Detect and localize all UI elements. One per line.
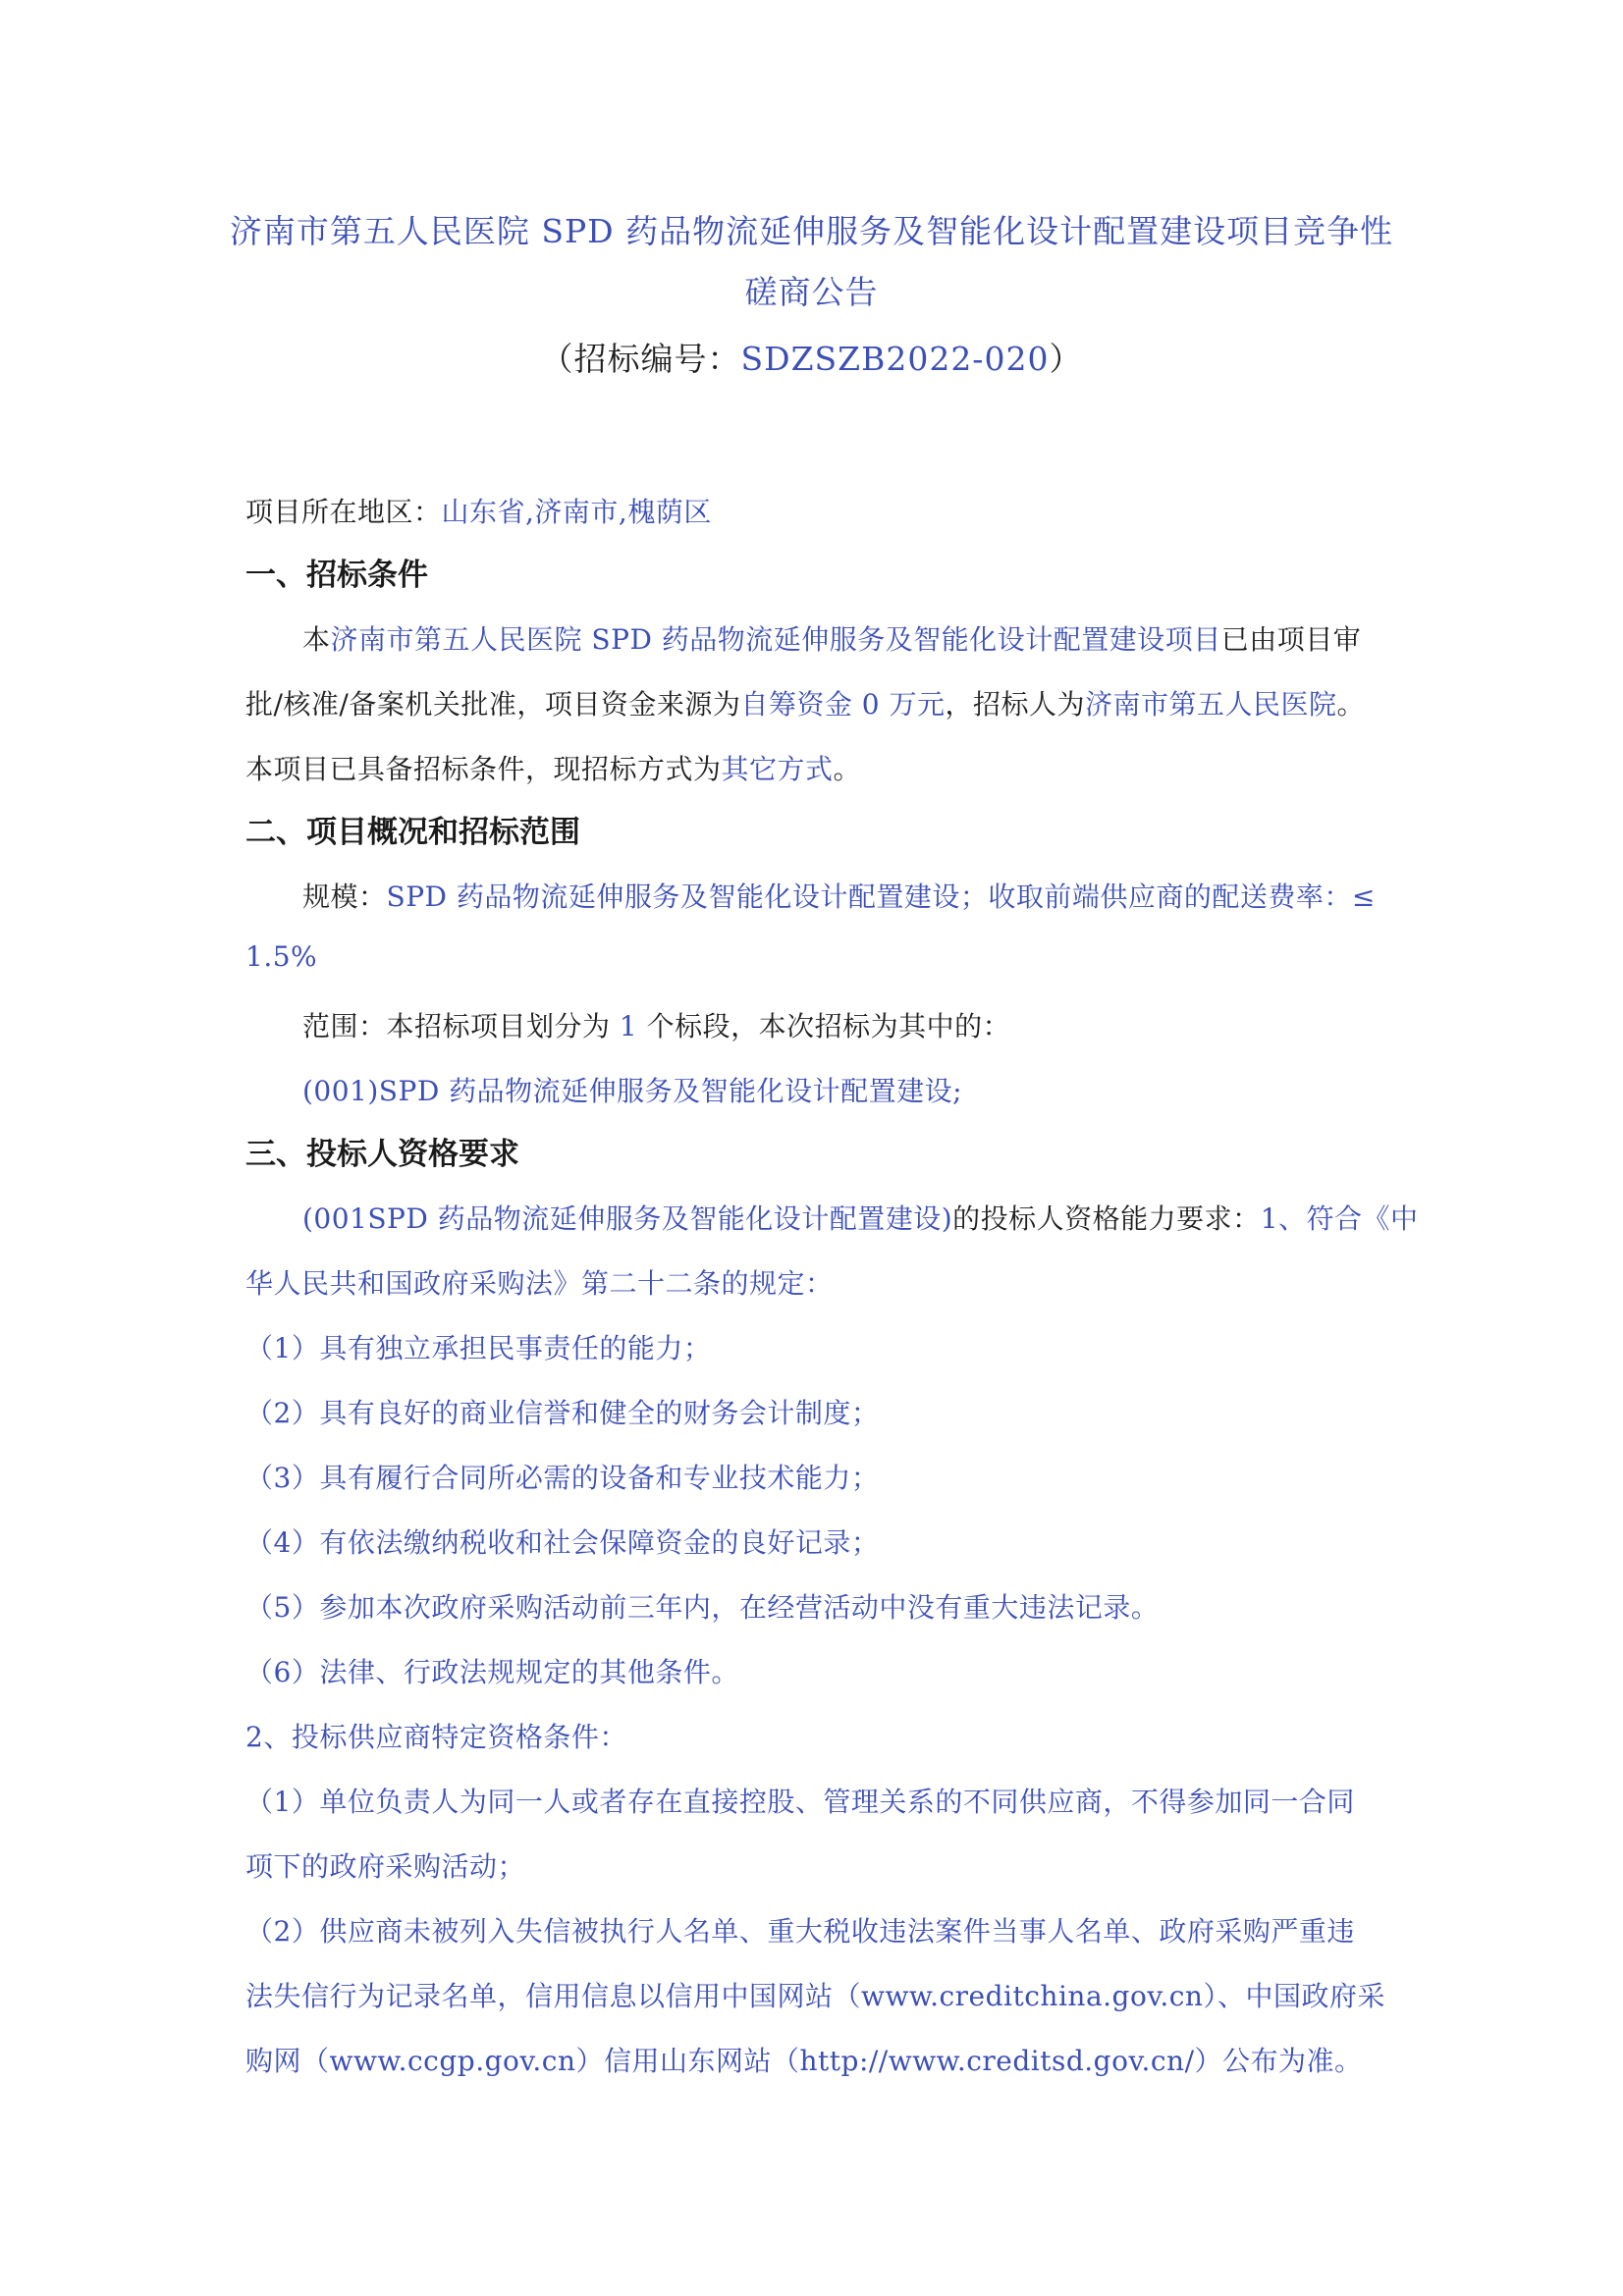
s1-text: 。: [1336, 688, 1366, 721]
range-text: 个标段，本次招标为其中的：: [646, 1010, 1011, 1042]
s1-text: 已由项目审: [1220, 623, 1362, 656]
section-3-heading: 三、投标人资格要求: [245, 1137, 519, 1172]
special-item-2-line-1: （2）供应商未被列入失信被执行人名单、重大税收违法案件当事人名单、政府采购严重违: [245, 1915, 1355, 1948]
special-qualification-heading: 2、投标供应商特定资格条件：: [245, 1721, 627, 1753]
qualification-item-1: （1）具有独立承担民事责任的能力；: [245, 1332, 712, 1364]
s1-text: ，招标人为: [945, 688, 1086, 721]
scale-label: 规模：: [302, 881, 387, 913]
scale-line-2: 1.5%: [245, 940, 318, 973]
s1-text: 本项目已具备招标条件，现招标方式为: [245, 753, 722, 785]
special-item-2-line-2: 法失信行为记录名单，信用信息以信用中国网站（www.creditchina.gov.cn）、中国政府采: [245, 1980, 1385, 2012]
section-1-para-line-3: [245, 748, 1384, 787]
s1-tender-method: 其它方式: [721, 753, 834, 785]
lot-item: (001)SPD 药品物流延伸服务及智能化设计配置建设;: [302, 1075, 963, 1107]
section-1-para-line-1: [302, 618, 1441, 658]
qualification-item-3: （3）具有履行合同所必需的设备和专业技术能力；: [245, 1462, 880, 1494]
qualification-item-2: （2）具有良好的商业信誉和健全的财务会计制度；: [245, 1397, 880, 1429]
range-line: [302, 1005, 1441, 1044]
special-item-2-line-3: 购网（www.ccgp.gov.cn）信用山东网站（http://www.creditsd.gov.cn/）公布为准。: [245, 2045, 1363, 2077]
bid-code-value: SDZSZB2022-020: [740, 340, 1050, 378]
lot-count: 1: [619, 1010, 638, 1042]
project-location: [245, 491, 1384, 530]
title-line-2: 磋商公告: [744, 273, 879, 311]
range-text: 范围：本招标项目划分为: [302, 1010, 611, 1042]
s1-text: 批/核准/备案机关批准，项目资金来源为: [245, 688, 741, 721]
s1-tenderer: 济南市第五人民医院: [1085, 688, 1337, 721]
bid-code: [196, 334, 1427, 380]
bid-code-suffix: ）: [1049, 340, 1083, 378]
qualification-intro-line-1: [302, 1198, 1441, 1237]
scale-line-1: [302, 876, 1441, 915]
qualification-lot: (001SPD 药品物流延伸服务及智能化设计配置建设): [302, 1202, 953, 1235]
s1-text: 。: [833, 753, 862, 785]
qualification-text: 的投标人资格能力要求：: [952, 1202, 1261, 1235]
special-item-1-line-1: （1）单位负责人为同一人或者存在直接控股、管理关系的不同供应商，不得参加同一合同: [245, 1786, 1355, 1818]
s1-project-name: 济南市第五人民医院 SPD 药品物流延伸服务及智能化设计配置建设项目: [330, 623, 1221, 656]
qualification-item-6: （6）法律、行政法规规定的其他条件。: [245, 1656, 739, 1688]
qualification-item-5: （5）参加本次政府采购活动前三年内，在经营活动中没有重大违法记录。: [245, 1591, 1160, 1624]
location-value: 山东省,济南市,槐荫区: [441, 496, 712, 528]
bid-code-prefix: （招标编号：: [540, 340, 741, 378]
section-1-para-line-2: [245, 683, 1384, 722]
qualification-intro-line-2: 华人民共和国政府采购法》第二十二条的规定：: [245, 1267, 834, 1300]
scale-value: SPD 药品物流延伸服务及智能化设计配置建设；收取前端供应商的配送费率：≤: [386, 881, 1376, 913]
s1-funding-source: 自筹资金 0 万元: [740, 688, 946, 721]
s1-text: 本: [302, 623, 331, 656]
qualification-item-4: （4）有依法缴纳税收和社会保障资金的良好记录；: [245, 1526, 880, 1559]
section-1-heading: 一、招标条件: [245, 558, 428, 593]
section-2-heading: 二、项目概况和招标范围: [245, 815, 580, 850]
title-line-1: 济南市第五人民医院 SPD 药品物流延伸服务及智能化设计配置建设项目竞争性: [229, 212, 1394, 250]
qualification-text-blue: 1、符合《中: [1260, 1202, 1419, 1235]
special-item-1-line-2: 项下的政府采购活动；: [245, 1850, 526, 1883]
location-label: 项目所在地区：: [245, 496, 442, 528]
